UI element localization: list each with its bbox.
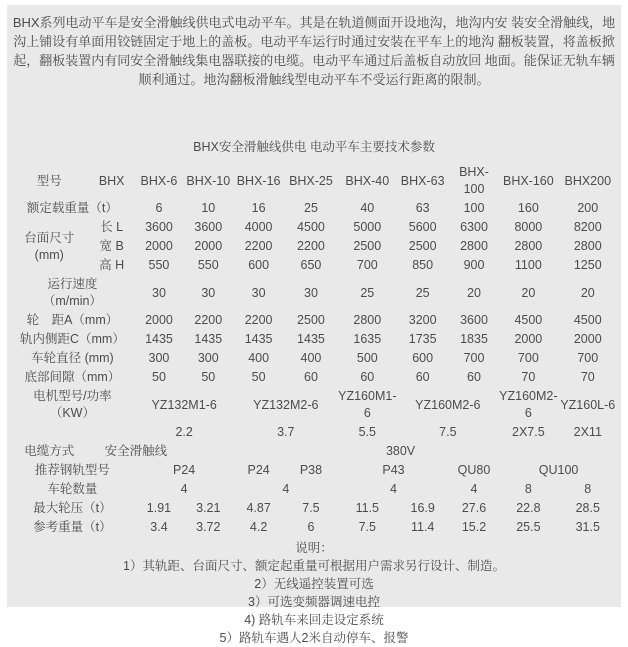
rail-gauge-value: 1435 (194, 332, 223, 346)
deck-length-value: 4500 (297, 220, 325, 234)
deck-height-value: 1100 (514, 258, 542, 272)
wheelbase-value: 4500 (514, 313, 543, 327)
wheelbase-value: 3200 (408, 313, 437, 327)
row-max-wheel-load (10, 499, 618, 518)
rail-type-value: P24 (247, 463, 270, 477)
speed-value: 20 (467, 285, 481, 300)
speed-label-line1: 运行速度 (47, 277, 98, 291)
speed-value: 30 (201, 285, 216, 300)
row-label-ref-weight: 参考重量（t） (33, 520, 112, 534)
deck-length-value: 6300 (460, 220, 488, 234)
row-label-wheel-count: 车轮数量 (47, 482, 98, 496)
rail-gauge-value: 1435 (244, 332, 273, 346)
rail-gauge-value: 1635 (353, 332, 382, 346)
deck-width-value: 2200 (244, 239, 273, 253)
deck-height-value: 650 (300, 258, 322, 272)
row-label-model: 型号 (36, 173, 62, 188)
row-label-rail-type: 推荐钢轨型号 (34, 463, 110, 477)
deck-length-value: 8000 (514, 220, 543, 234)
ref-weight-value: 31.5 (575, 520, 600, 534)
rail-gauge-value: 1435 (145, 332, 173, 346)
motor-model: YZ160L-6 (560, 397, 616, 412)
capacity-value: 40 (360, 201, 375, 215)
deck-width-value: 2800 (514, 239, 543, 253)
speed-value: 20 (580, 285, 595, 300)
motor-power: 3.7 (277, 425, 295, 439)
row-label-wheelbase: 轮 距A（mm） (26, 313, 119, 327)
wheel-count-value: 4 (470, 482, 478, 496)
wheel-diameter-value: 700 (577, 351, 599, 365)
wheel-diameter-value: 300 (148, 351, 170, 365)
deck-height-value: 900 (463, 258, 485, 272)
deck-width-value: 2800 (460, 239, 488, 253)
ground-clearance-value: 60 (304, 370, 318, 384)
motor-power: 2X11 (573, 425, 602, 439)
deck-label: 台面尺寸 (24, 230, 75, 245)
row-label-capacity: 额定载重量（t） (26, 201, 118, 215)
motor-model: YZ160M2-6 (499, 389, 558, 420)
capacity-value: 100 (463, 201, 485, 215)
row-label-motor (10, 387, 135, 423)
row-wheel-count (10, 480, 618, 499)
row-label-max-wheel-load: 最大轮压（t） (33, 501, 112, 515)
row-model (10, 163, 618, 199)
rail-gauge-value: 1835 (460, 332, 488, 346)
wheelbase-value: 3600 (460, 313, 488, 327)
row-label-ground-clearance: 底部间隙（mm） (24, 370, 121, 384)
capacity-value: 16 (251, 201, 266, 215)
motor-power: 2.2 (175, 425, 193, 439)
deck-length-value: 5000 (353, 220, 382, 234)
speed-value: 30 (152, 285, 166, 300)
row-deck-length (10, 218, 618, 237)
row-speed (10, 275, 618, 311)
ground-clearance-value: 70 (521, 370, 536, 384)
rail-gauge-value: 2000 (514, 332, 543, 346)
max-wheel-load-value: 1.91 (146, 501, 172, 515)
row-label-wheel-diameter: 车轮直径 (mm) (31, 351, 114, 365)
max-wheel-load-value: 7.5 (302, 501, 320, 515)
deck-length-value: 5600 (408, 220, 437, 234)
cable-voltage: 380V (385, 444, 416, 458)
wheelbase-value: 4500 (573, 313, 602, 327)
motor-model: YZ132M2-6 (253, 397, 319, 412)
model-header: BHX-100 (459, 165, 489, 196)
wheel-diameter-value: 400 (300, 351, 322, 365)
deck-unit: (mm) (34, 247, 64, 262)
speed-value: 25 (415, 285, 430, 300)
deck-height-value: 1250 (573, 258, 602, 272)
motor-power: 5.5 (358, 425, 376, 439)
ref-weight-value: 6 (307, 520, 315, 534)
note-item: 3）可选变频器调速电控 (248, 595, 380, 609)
model-header: BHX-16 (236, 173, 281, 188)
deck-height-value: 850 (412, 258, 434, 272)
motor-label-line1: 电机型号/功率 (33, 389, 112, 403)
model-header: BHX-25 (289, 173, 333, 188)
ground-clearance-value: 60 (467, 370, 481, 384)
deck-length-label: 长 L (100, 220, 124, 234)
wheel-diameter-value: 600 (412, 351, 434, 365)
ground-clearance-value: 50 (201, 370, 216, 384)
note-item: 2）无线遥控装置可选 (254, 577, 374, 591)
max-wheel-load-value: 22.8 (516, 501, 541, 515)
ground-clearance-value: 50 (152, 370, 166, 384)
rail-type-value: QU100 (538, 463, 579, 477)
wheel-diameter-value: 500 (356, 351, 378, 365)
row-label-rail-gauge: 轨内侧距C（mm） (19, 332, 125, 346)
deck-width-value: 2500 (353, 239, 382, 253)
deck-width-value: 2800 (573, 239, 602, 253)
row-motor-power (10, 423, 618, 442)
motor-model: YZ160M1-6 (338, 389, 397, 420)
ref-weight-value: 3.4 (150, 520, 168, 534)
wheelbase-value: 2500 (297, 313, 325, 327)
deck-height-value: 700 (356, 258, 378, 272)
motor-power: 2X7.5 (512, 425, 545, 439)
max-wheel-load-value: 27.6 (461, 501, 487, 515)
deck-length-value: 4000 (244, 220, 273, 234)
deck-length-value: 3600 (194, 220, 223, 234)
wheelbase-value: 2000 (145, 313, 173, 327)
rail-gauge-value: 2000 (573, 332, 602, 346)
wheel-count-value: 4 (390, 482, 397, 496)
capacity-value: 63 (415, 201, 430, 215)
note-item: 1）其轨距、台面尺寸、额定起重量可根据用户需求另行设计、制造。 (123, 559, 505, 573)
row-wheel-diameter (10, 349, 618, 368)
model-header: BHX-6 (140, 173, 178, 188)
note-item: 4) 路轨车来回走设定系统 (244, 613, 384, 627)
row-motor-model (10, 387, 618, 423)
ref-weight-value: 4.2 (249, 520, 268, 534)
speed-label-line2: （m/min） (42, 294, 102, 308)
row-wheelbase (10, 311, 618, 330)
deck-length-value: 8200 (573, 220, 602, 234)
notes-section (10, 539, 618, 647)
wheel-diameter-value: 300 (197, 351, 219, 365)
capacity-value: 200 (577, 201, 599, 215)
wheel-count-value: 8 (524, 482, 532, 496)
capacity-value: 6 (155, 201, 163, 215)
intro-paragraph: BHX系列电动平车是安全滑触线供电式电动平车。其是在轨道侧面开设地沟，地沟内安 装安全滑触线，地沟上铺设有单面用铰链固定于地上的盖板。电动平车运行时通过安装在平车上的地沟 翻板装置，将盖板掀起，翻板装置内有同安全滑触线集电器联接的电缆。电动平车通过后盖板自动放回 地面。能保证无轨车辆顺利通过。地沟翻板滑触线型电动平车不受运行距离的限制。 (12, 15, 616, 87)
rail-type-value: P43 (382, 463, 405, 477)
capacity-value: 25 (304, 201, 318, 215)
ref-weight-value: 3.72 (196, 520, 221, 534)
deck-width-value: 2200 (297, 239, 325, 253)
ground-clearance-value: 60 (415, 370, 430, 384)
row-ground-clearance (10, 368, 618, 387)
model-series: BHX (98, 173, 125, 188)
row-rail-gauge (10, 330, 618, 349)
wheel-diameter-value: 700 (463, 351, 485, 365)
model-header: BHX-160 (502, 173, 554, 188)
notes-heading: 说明： (295, 541, 333, 555)
ground-clearance-value: 50 (251, 370, 266, 384)
wheelbase-value: 2200 (244, 313, 273, 327)
spec-table (10, 163, 618, 537)
ref-weight-value: 25.5 (516, 520, 541, 534)
speed-value: 30 (251, 285, 266, 300)
speed-value: 30 (304, 285, 318, 300)
wheel-diameter-value: 400 (248, 351, 270, 365)
deck-width-value: 2000 (145, 239, 173, 253)
ground-clearance-value: 70 (580, 370, 595, 384)
max-wheel-load-value: 4.87 (246, 501, 271, 515)
wheelbase-value: 2800 (353, 313, 382, 327)
speed-value: 20 (521, 285, 536, 300)
rail-type-value: QU80 (457, 463, 491, 477)
deck-width-value: 2000 (194, 239, 223, 253)
row-label-motor-power (10, 423, 135, 442)
wheel-diameter-value: 700 (517, 351, 539, 365)
wheel-count-value: 8 (584, 482, 592, 496)
model-header: BHX-63 (400, 173, 445, 188)
ref-weight-value: 7.5 (358, 520, 376, 534)
row-deck-height (10, 256, 618, 275)
row-label-deck (10, 218, 89, 275)
rail-type-value: P24 (173, 463, 196, 477)
capacity-value: 160 (517, 201, 539, 215)
motor-power: 7.5 (439, 425, 457, 439)
rail-gauge-value: 1735 (408, 332, 437, 346)
note-item: 5）路轨车遇人2米自动停车、报警 (219, 631, 409, 645)
row-label-speed (10, 275, 135, 311)
row-label-cable: 电缆方式 (24, 444, 75, 458)
motor-model: YZ160M2-6 (415, 397, 481, 412)
deck-height-label: 高 H (99, 258, 125, 272)
model-header: BHX-10 (186, 173, 231, 188)
rail-gauge-value: 1435 (297, 332, 325, 346)
deck-width-value: 2500 (408, 239, 437, 253)
row-ref-weight (10, 518, 618, 537)
max-wheel-load-value: 3.21 (196, 501, 221, 515)
row-rail-type (10, 461, 618, 480)
deck-height-value: 600 (248, 258, 270, 272)
table-title: BHX安全滑触线供电 电动平车主要技术参数 (193, 140, 435, 154)
deck-length-value: 3600 (145, 220, 173, 234)
deck-width-label: 宽 B (99, 239, 124, 253)
row-capacity (10, 199, 618, 218)
speed-value: 25 (360, 285, 375, 300)
wheel-count-value: 4 (282, 482, 290, 496)
wheel-count-value: 4 (180, 482, 188, 496)
cable-type: 安全滑触线 (104, 444, 168, 458)
ref-weight-value: 15.2 (461, 520, 487, 534)
row-cable (10, 442, 618, 461)
ground-clearance-value: 60 (360, 370, 375, 384)
deck-height-value: 550 (148, 258, 170, 272)
capacity-value: 10 (201, 201, 216, 215)
max-wheel-load-value: 11.5 (355, 501, 380, 515)
model-header: BHX200 (564, 173, 612, 188)
wheelbase-value: 2200 (194, 313, 223, 327)
motor-model: YZ132M1-6 (151, 397, 217, 412)
max-wheel-load-value: 16.9 (410, 501, 435, 515)
row-deck-width (10, 237, 618, 256)
content-panel (7, 5, 621, 645)
deck-height-value: 550 (197, 258, 219, 272)
motor-label-line2: （KW） (49, 406, 95, 420)
rail-type-value: P38 (299, 463, 323, 477)
model-header: BHX-40 (345, 173, 390, 188)
ref-weight-value: 11.4 (410, 520, 435, 534)
max-wheel-load-value: 28.5 (575, 501, 600, 515)
